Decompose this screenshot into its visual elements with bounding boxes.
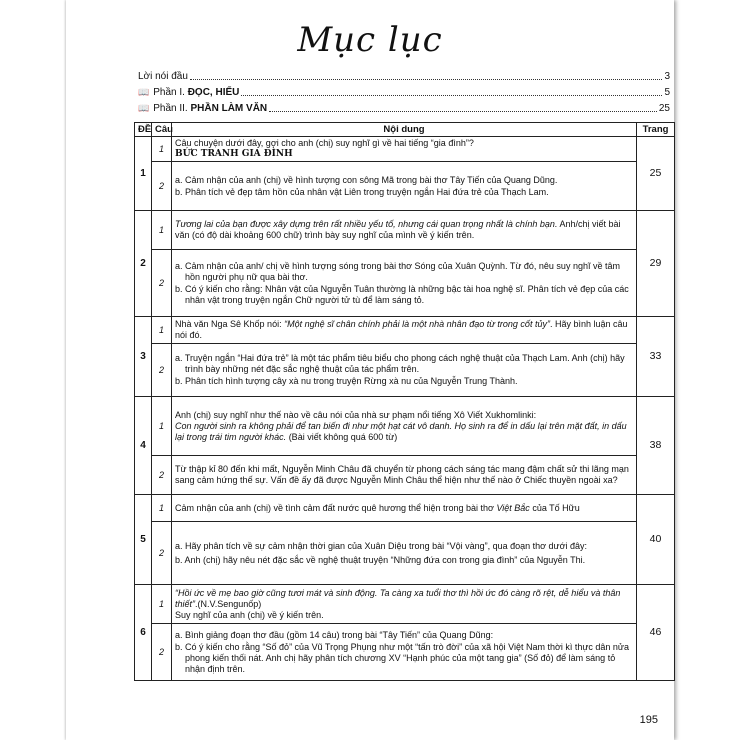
table-row: 1 1 Câu chuyện dưới đây, gợi cho anh (chị) suy nghĩ gì về hai tiếng “gia đình”? BỨC TRANH GIA ĐÌNH 25: [135, 137, 675, 162]
page-ref: 29: [637, 211, 675, 317]
page-title: Mục lục: [297, 20, 443, 60]
de-number: 5: [135, 495, 152, 585]
table-row: 2 a. Cảm nhận của anh (chị) về hình tượng con sông Mã trong bài thơ Tây Tiến của Quang Dũng. b. Phân tích vẻ đẹp tâm hồn của nhân vật Liên trong truyện ngắn Hai đứa trẻ của Thạch Lam.: [135, 162, 675, 211]
header-trang: Trang: [637, 123, 675, 137]
toc-label: Phần I.: [153, 87, 188, 98]
question-text: a. Cảm nhận của anh (chị) về hình tượng con sông Mã trong bài thơ Tây Tiến của Quang Dũng. b. Phân tích vẻ đẹp tâm hồn của nhân vật Liên trong truyện ngắn Hai đứa trẻ của Thạch Lam.: [172, 162, 637, 211]
de-number: 6: [135, 585, 152, 681]
toc-item-intro: [138, 70, 670, 83]
table-row: 3 1 Nhà văn Nga Sê Khốp nói: “Một nghệ sĩ chân chính phải là một nhà nhân đạo từ trong cốt tủy”. Hãy bình luận câu nói đó. 33: [135, 317, 675, 344]
toc-page: 25: [658, 103, 670, 114]
toc-page: 3: [664, 71, 670, 82]
question-text: a. Bình giảng đoạn thơ đầu (gồm 14 câu) trong bài “Tây Tiến” của Quang Dũng: b. Có ý kiến cho rằng “Số đỏ” của Vũ Trọng Phụng như một “tấn trò đời” của xã hội Việt Nam thời kì thực dân nửa phong kiến thối nát. Anh chị hãy phân tích chương XV “Hạnh phúc của một tang gia” (Số đỏ) để làm sáng tỏ nhận định trên.: [172, 624, 637, 681]
question-text: Câu chuyện dưới đây, gợi cho anh (chị) suy nghĩ gì về hai tiếng “gia đình”? BỨC TRANH GIA ĐÌNH: [172, 137, 637, 162]
toc-label-bold: ĐỌC, HIỂU: [187, 87, 240, 98]
de-number: 2: [135, 211, 152, 317]
toc-label: Phần II.: [153, 103, 191, 114]
book-icon: 📖: [138, 87, 150, 97]
table-row: 6 1 “Hồi ức về mẹ bao giờ cũng tươi mát và sinh động. Ta càng xa tuổi thơ thì hồi ức đó càng rõ rệt, dễ hiểu và thân thiết”.(N.V.Sengunốp) Suy nghĩ của anh (chị) về ý kiến trên. 46: [135, 585, 675, 624]
header-de: ĐỀ: [135, 123, 152, 137]
table-header: [135, 123, 675, 137]
question-text: a. Truyện ngắn “Hai đứa trẻ” là một tác phẩm tiêu biểu cho phong cách nghệ thuật của Thạch Lam. Anh (chị) hãy trình bày những nét đặc sắc nghệ thuật của tác phẩm trên. b. Phân tích hình tượng cây xà nu trong truyện Rừng xà nu của Nguyễn Trung Thành.: [172, 344, 637, 397]
table-row: 2 a. Bình giảng đoạn thơ đầu (gồm 14 câu) trong bài “Tây Tiến” của Quang Dũng: b. Có ý kiến cho rằng “Số đỏ” của Vũ Trọng Phụng như một “tấn trò đời” của xã hội Việt Nam thời kì thực dân nửa phong kiến thối nát. Anh chị hãy phân tích chương XV “Hạnh phúc của một tang gia” (Số đỏ) để làm sáng tỏ nhận định trên.: [135, 624, 675, 681]
page-ref: 25: [637, 137, 675, 211]
page-ref: 40: [637, 495, 675, 585]
question-text: Nhà văn Nga Sê Khốp nói: “Một nghệ sĩ chân chính phải là một nhà nhân đạo từ trong cốt tủy”. Hãy bình luận câu nói đó.: [172, 317, 637, 344]
question-text: Cảm nhận của anh (chị) về tình cảm đất nước quê hương thể hiện trong bài thơ Việt Bắc của Tố Hữu: [172, 495, 637, 522]
document-page: [66, 0, 674, 740]
contents-table: [134, 122, 675, 681]
question-text: “Hồi ức về mẹ bao giờ cũng tươi mát và sinh động. Ta càng xa tuổi thơ thì hồi ức đó càng rõ rệt, dễ hiểu và thân thiết”.(N.V.Sengunốp) Suy nghĩ của anh (chị) về ý kiến trên.: [172, 585, 637, 624]
page-number: 195: [639, 714, 658, 726]
toc-item-part1: [138, 86, 670, 99]
table-row: 5 1 Cảm nhận của anh (chị) về tình cảm đất nước quê hương thể hiện trong bài thơ Việt Bắc của Tố Hữu 40: [135, 495, 675, 522]
page-ref: 38: [637, 397, 675, 495]
question-text: a. Cảm nhận của anh/ chị về hình tượng sóng trong bài thơ Sóng của Xuân Quỳnh. Từ đó, nêu suy nghĩ về tâm hồn người phụ nữ qua bài thơ. b. Có ý kiến cho rằng: Nhân vật của Nguyễn Tuân thường là những bậc tài hoa nghệ sĩ. Phân tích vẻ đẹp của các nhân vật trong truyện ngắn Chữ người tử tù để làm sáng tỏ.: [172, 250, 637, 317]
table-row: 4 1 Anh (chị) suy nghĩ như thế nào về câu nói của nhà sư phạm nổi tiếng Xô Viết Xukhomlinki: Con người sinh ra không phải để tan biến đi như một hạt cát vô danh. Họ sinh ra để in dấu lại trên mặt đất, in dấu lại trong trái tim người khác. (Bài viết không quá 600 từ) 38: [135, 397, 675, 456]
question-text: Tương lai của bạn được xây dựng trên rất nhiều yếu tố, nhưng cái quan trọng nhất là chính bạn. Anh/chị viết bài văn (có độ dài khoảng 600 chữ) trình bày suy nghĩ của mình về ý kiến trên.: [172, 211, 637, 250]
toc-page: 5: [664, 87, 670, 98]
table-row: 2 a. Truyện ngắn “Hai đứa trẻ” là một tác phẩm tiêu biểu cho phong cách nghệ thuật của Thạch Lam. Anh (chị) hãy trình bày những nét đặc sắc nghệ thuật của tác phẩm trên. b. Phân tích hình tượng cây xà nu trong truyện Rừng xà nu của Nguyễn Trung Thành.: [135, 344, 675, 397]
page-ref: 46: [637, 585, 675, 681]
question-text: Anh (chị) suy nghĩ như thế nào về câu nói của nhà sư phạm nổi tiếng Xô Viết Xukhomlinki: Con người sinh ra không phải để tan biến đi như một hạt cát vô danh. Họ sinh ra để in dấu lại trên mặt đất, in dấu lại trong trái tim người khác. (Bài viết không quá 600 từ): [172, 397, 637, 456]
table-row: 2 Từ thập kỉ 80 đến khi mất, Nguyễn Minh Châu đã chuyển từ phong cách sáng tác mang đậm chất sử thi lãng mạn sang cảm hứng thế sự. Vấn đề ấy đã được Nguyễn Minh Châu thể hiện như thế nào ở Chiếc thuyền ngoài xa?: [135, 456, 675, 495]
de-number: 3: [135, 317, 152, 397]
header-cau: Câu: [152, 123, 172, 137]
toc-label-bold: PHẦN LÀM VĂN: [190, 103, 268, 114]
question-text: a. Hãy phân tích về sự cảm nhận thời gian của Xuân Diệu trong bài “Vội vàng”, qua đoạn thơ dưới đây: b. Anh (chị) hãy nêu nét đặc sắc về nghệ thuật truyện “Những đứa con trong gia đình” của Nguyễn Thi.: [172, 522, 637, 585]
toc-item-part2: [138, 102, 670, 115]
de-number: 1: [135, 137, 152, 211]
book-icon: 📖: [138, 103, 150, 113]
question-text: Từ thập kỉ 80 đến khi mất, Nguyễn Minh Châu đã chuyển từ phong cách sáng tác mang đậm chất sử thi lãng mạn sang cảm hứng thế sự. Vấn đề ấy đã được Nguyễn Minh Châu thể hiện như thế nào ở Chiếc thuyền ngoài xa?: [172, 456, 637, 495]
table-row: 2 1 Tương lai của bạn được xây dựng trên rất nhiều yếu tố, nhưng cái quan trọng nhất là chính bạn. Anh/chị viết bài văn (có độ dài khoảng 600 chữ) trình bày suy nghĩ của mình về ý kiến trên. 29: [135, 211, 675, 250]
de-number: 4: [135, 397, 152, 495]
header-noidung: Nội dung: [172, 123, 637, 137]
table-row: 2 a. Hãy phân tích về sự cảm nhận thời gian của Xuân Diệu trong bài “Vội vàng”, qua đoạn thơ dưới đây: b. Anh (chị) hãy nêu nét đặc sắc về nghệ thuật truyện “Những đứa con trong gia đình” của Nguyễn Thi.: [135, 522, 675, 585]
page-ref: 33: [637, 317, 675, 397]
toc-label: Lời nói đầu: [138, 71, 188, 82]
table-row: 2 a. Cảm nhận của anh/ chị về hình tượng sóng trong bài thơ Sóng của Xuân Quỳnh. Từ đó, nêu suy nghĩ về tâm hồn người phụ nữ qua bài thơ. b. Có ý kiến cho rằng: Nhân vật của Nguyễn Tuân thường là những bậc tài hoa nghệ sĩ. Phân tích vẻ đẹp của các nhân vật trong truyện ngắn Chữ người tử tù để làm sáng tỏ.: [135, 250, 675, 317]
